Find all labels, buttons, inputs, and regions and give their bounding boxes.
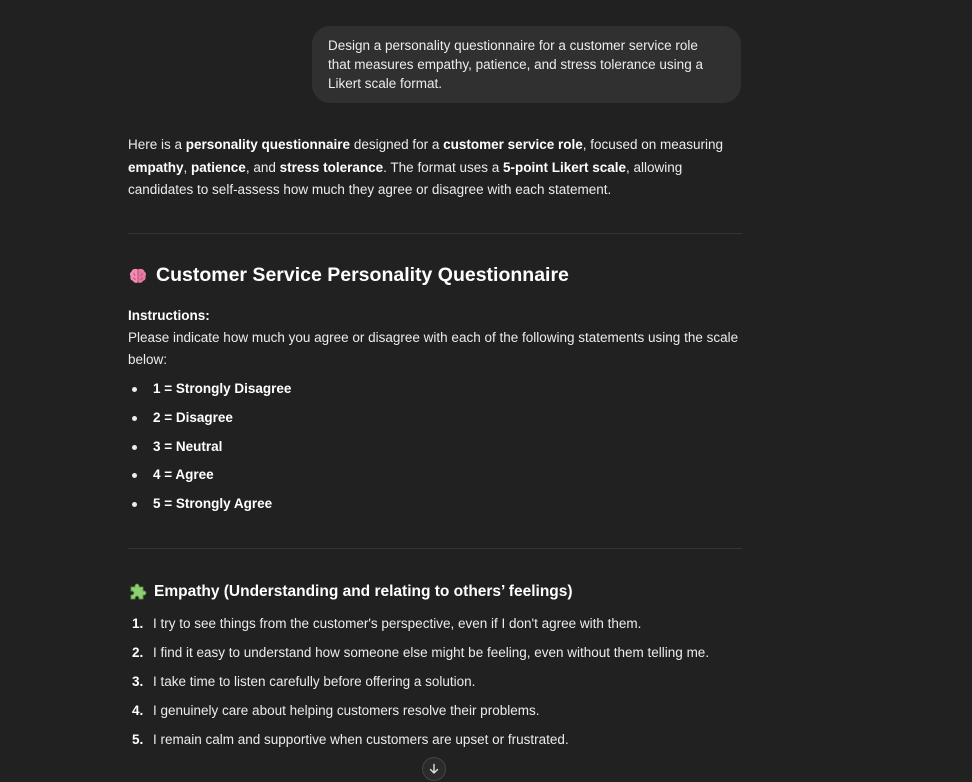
empathy-heading (128, 582, 573, 602)
arrow-down-icon (428, 763, 440, 775)
list-item: 4 = Agree (128, 464, 291, 493)
divider (128, 233, 742, 234)
puzzle-icon (128, 582, 148, 602)
instructions-text: Please indicate how much you agree or disagree with each of the following statements using the scale below: (128, 330, 739, 367)
instructions (128, 305, 742, 371)
list-item: 2 = Disagree (128, 407, 291, 436)
questionnaire-title-text: Customer Service Personality Questionnaire (156, 264, 569, 286)
list-item: 1. I try to see things from the customer's perspective, even if I don't agree with them. (132, 616, 642, 631)
user-message-text: Design a personality questionnaire for a customer service role that measures empathy, patience, and stress tolerance using a Likert scale format. (328, 38, 703, 91)
likert-scale-list (128, 378, 291, 522)
empathy-items-list (128, 613, 709, 758)
divider (128, 548, 742, 549)
questionnaire-title (128, 264, 569, 287)
list-item: 3. I take time to listen carefully before offering a solution. (132, 674, 476, 689)
list-item: 2. I find it easy to understand how someone else might be feeling, even without them telling me. (132, 645, 710, 660)
list-item: 5. I remain calm and supportive when customers are upset or frustrated. (132, 732, 569, 747)
intro-paragraph: Here is a personality questionnaire designed for a customer service role, focused on measuring empathy, patience, and stress tolerance. The format uses a 5-point Likert scale, allowing candidates to self-assess how much they agree or disagree with each statement. (128, 137, 724, 197)
list-item: 5 = Strongly Agree (128, 493, 291, 522)
brain-icon (128, 266, 148, 286)
list-item: 1 = Strongly Disagree (128, 378, 291, 407)
list-item: 3 = Neutral (128, 436, 291, 465)
user-message-bubble (312, 26, 741, 103)
list-item: 4. I genuinely care about helping customers resolve their problems. (132, 703, 540, 718)
scroll-to-bottom-button[interactable] (422, 757, 446, 781)
empathy-heading-text: Empathy (Understanding and relating to others’ feelings) (154, 583, 573, 600)
instructions-label: Instructions: (128, 308, 210, 323)
